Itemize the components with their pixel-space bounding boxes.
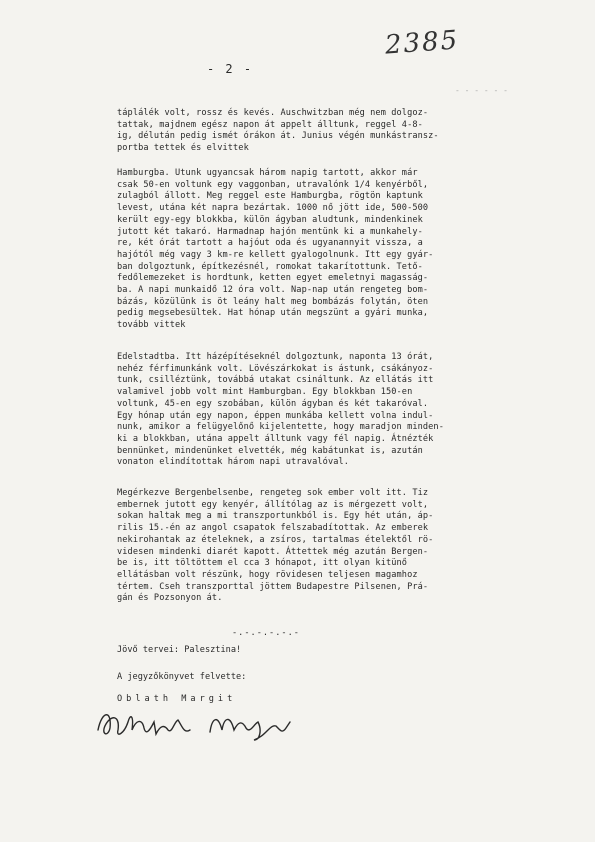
paragraph-auschwitz: táplálék volt, rossz és kevés. Auschwitzban még nem dolgoz- tattak, majdnem egész napon át appelt álltunk, reggel 4-8- ig, délután pedig ismét órákon át. Junius végén munkástransz- portba tettek és elvittek xyxy=(117,108,439,154)
paragraph-bergenbelsen: Megérkezve Bergenbelsenbe, rengeteg sok ember volt itt. Tiz embernek jutott egy kenyér, állítólag az is mérgezett volt, sokan haltak meg a mi transzportunkból is. Egy hét után, áp- rilis 15.-én az angol csapatok felszabadítottak. Az emberek nekirohantak az ételeknek, a zsíros, tartalmas ételektől rö- videsen mindenki diarét kapott. Áttettek még azután Bergen- be is, itt töltöttem el cca 3 hónapot, itt olyan kitünő ellátásban volt részünk, hogy rövidesen teljesen magamhoz tértem. Cseh transzporttal jöttem Budapestre Pilsenen, Prá- gán és Pozsonyon át. xyxy=(117,488,434,604)
paragraph-hamburg: Hamburgba. Utunk ugyancsak három napig tartott, akkor már csak 50-en voltunk egy vaggonban, utravalónk 1/4 kenyérből, zulagból állott. Meg reggel este Hamburgba, rögtön kaptunk levest, utána két napra bezártak. 1000 nő jött ide, 500-500 került egy-egy blokkba, külön ágyban aludtunk, mindenkinek jutott két takaró. Harmadnap hajón mentünk ki a munkahely- re, két órát tartott a hajóut oda és ugyanannyit vissza, a hajótól még vagy 3 km-re kellett gyalogolnunk. Itt egy gyár- ban dolgoztunk, építkezésnél, romokat takarítottunk. Tető- fedőlemezeket is hordtunk, ketten egyet emeletnyi magasság- ba. A napi munkaidő 12 óra volt. Nap-nap után rengeteg bom- bázás, közülünk is öt leány halt meg bombázás folytán, öten pedig megsebesültek. Hat hónap után megszünt a gyári munka, tovább vittek xyxy=(117,168,434,331)
handwritten-signature xyxy=(90,700,310,745)
archive-number: 2385 xyxy=(384,25,461,61)
typed-name: Oblath Margit xyxy=(117,694,237,704)
paragraph-edelstadt: Edelstadtba. Itt házépítéseknél dolgoztunk, naponta 13 órát, nehéz férfimunkánk volt. Lövészárkokat is ástunk, csákányoz- tunk, csilléztünk, továbbá utakat csináltunk. Az ellátás itt valamivel jobb volt mint Hamburgban. Egy blokkban 150-en voltunk, 45-en egy szobában, külön ágyban és két takaróval. Egy hónap után egy napon, éppen munkába kellett volna indul- nunk, amikor a felügyelőnő kijelentette, hogy maradjon minden- ki a blokkban, utána appelt álltunk vagy fél napig. Átnézték bennünket, mindenünket elvették, még kabátunkat is, azután vonaton elindítottak három napi utravalóval. xyxy=(117,352,444,468)
section-separator: -.-.-.-.-.- xyxy=(232,628,300,638)
future-plans: Jövő tervei: Palesztina! xyxy=(117,645,242,655)
page-number: - 2 - xyxy=(206,62,254,76)
faint-stamp-mark: - - - - - - xyxy=(455,86,508,95)
recorder-line: A jegyzőkönyvet felvette: xyxy=(117,672,247,682)
